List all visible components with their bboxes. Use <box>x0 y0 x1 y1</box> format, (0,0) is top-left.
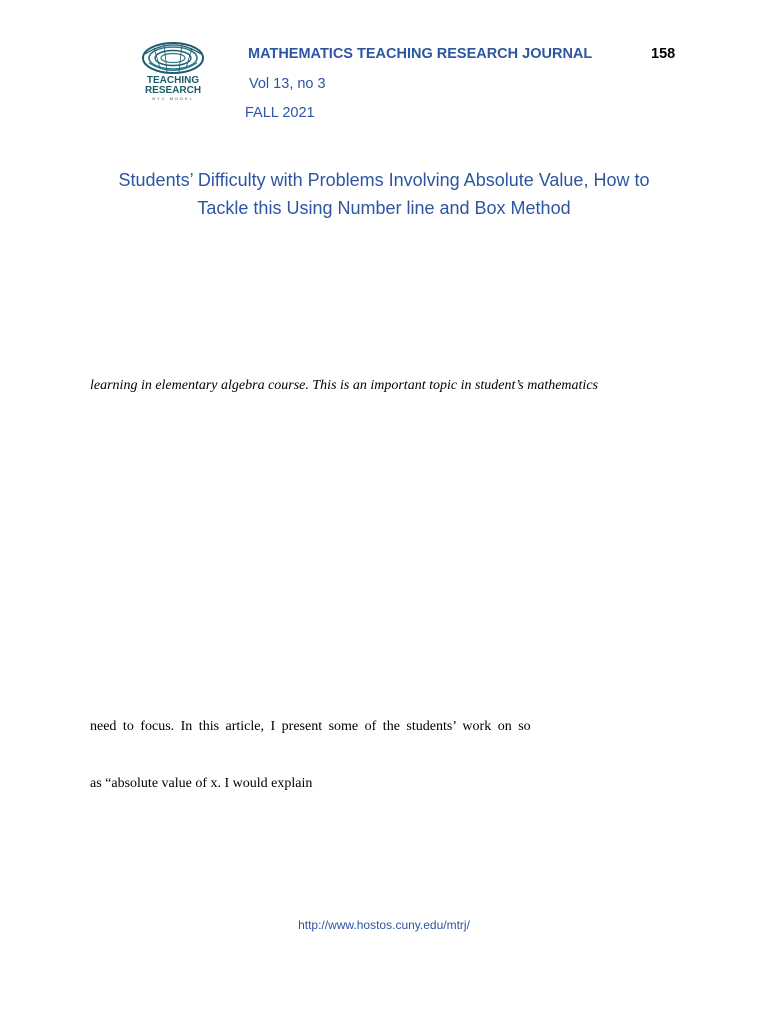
body-text-line: need to focus. In this article, I present some of the students’ work on so <box>90 719 531 734</box>
logo-text-nyc-model: NYC MODEL <box>152 96 194 101</box>
torus-logo-icon <box>140 38 206 76</box>
article-title <box>84 166 684 222</box>
logo-text-research: RESEARCH <box>144 85 202 96</box>
journal-logo <box>136 38 210 102</box>
body-text-line: as “absolute value of x. I would explain <box>90 776 313 791</box>
logo-text-teaching: TEACHING <box>146 75 200 86</box>
article-title-line-1: Students’ Difficulty with Problems Involving Absolute Value, How to <box>118 170 650 190</box>
page-number: 158 <box>651 46 676 62</box>
journal-title: MATHEMATICS TEACHING RESEARCH JOURNAL <box>248 46 593 62</box>
article-title-line-2: Tackle this Using Number line and Box Method <box>197 198 571 218</box>
footer-url-link[interactable]: http://www.hostos.cuny.edu/mtrj/ <box>298 918 470 932</box>
volume-issue: Vol 13, no 3 <box>249 76 326 92</box>
publication-season: FALL 2021 <box>245 105 315 121</box>
body-text-line: learning in elementary algebra course. This is an important topic in student’s mathematics <box>90 378 598 393</box>
